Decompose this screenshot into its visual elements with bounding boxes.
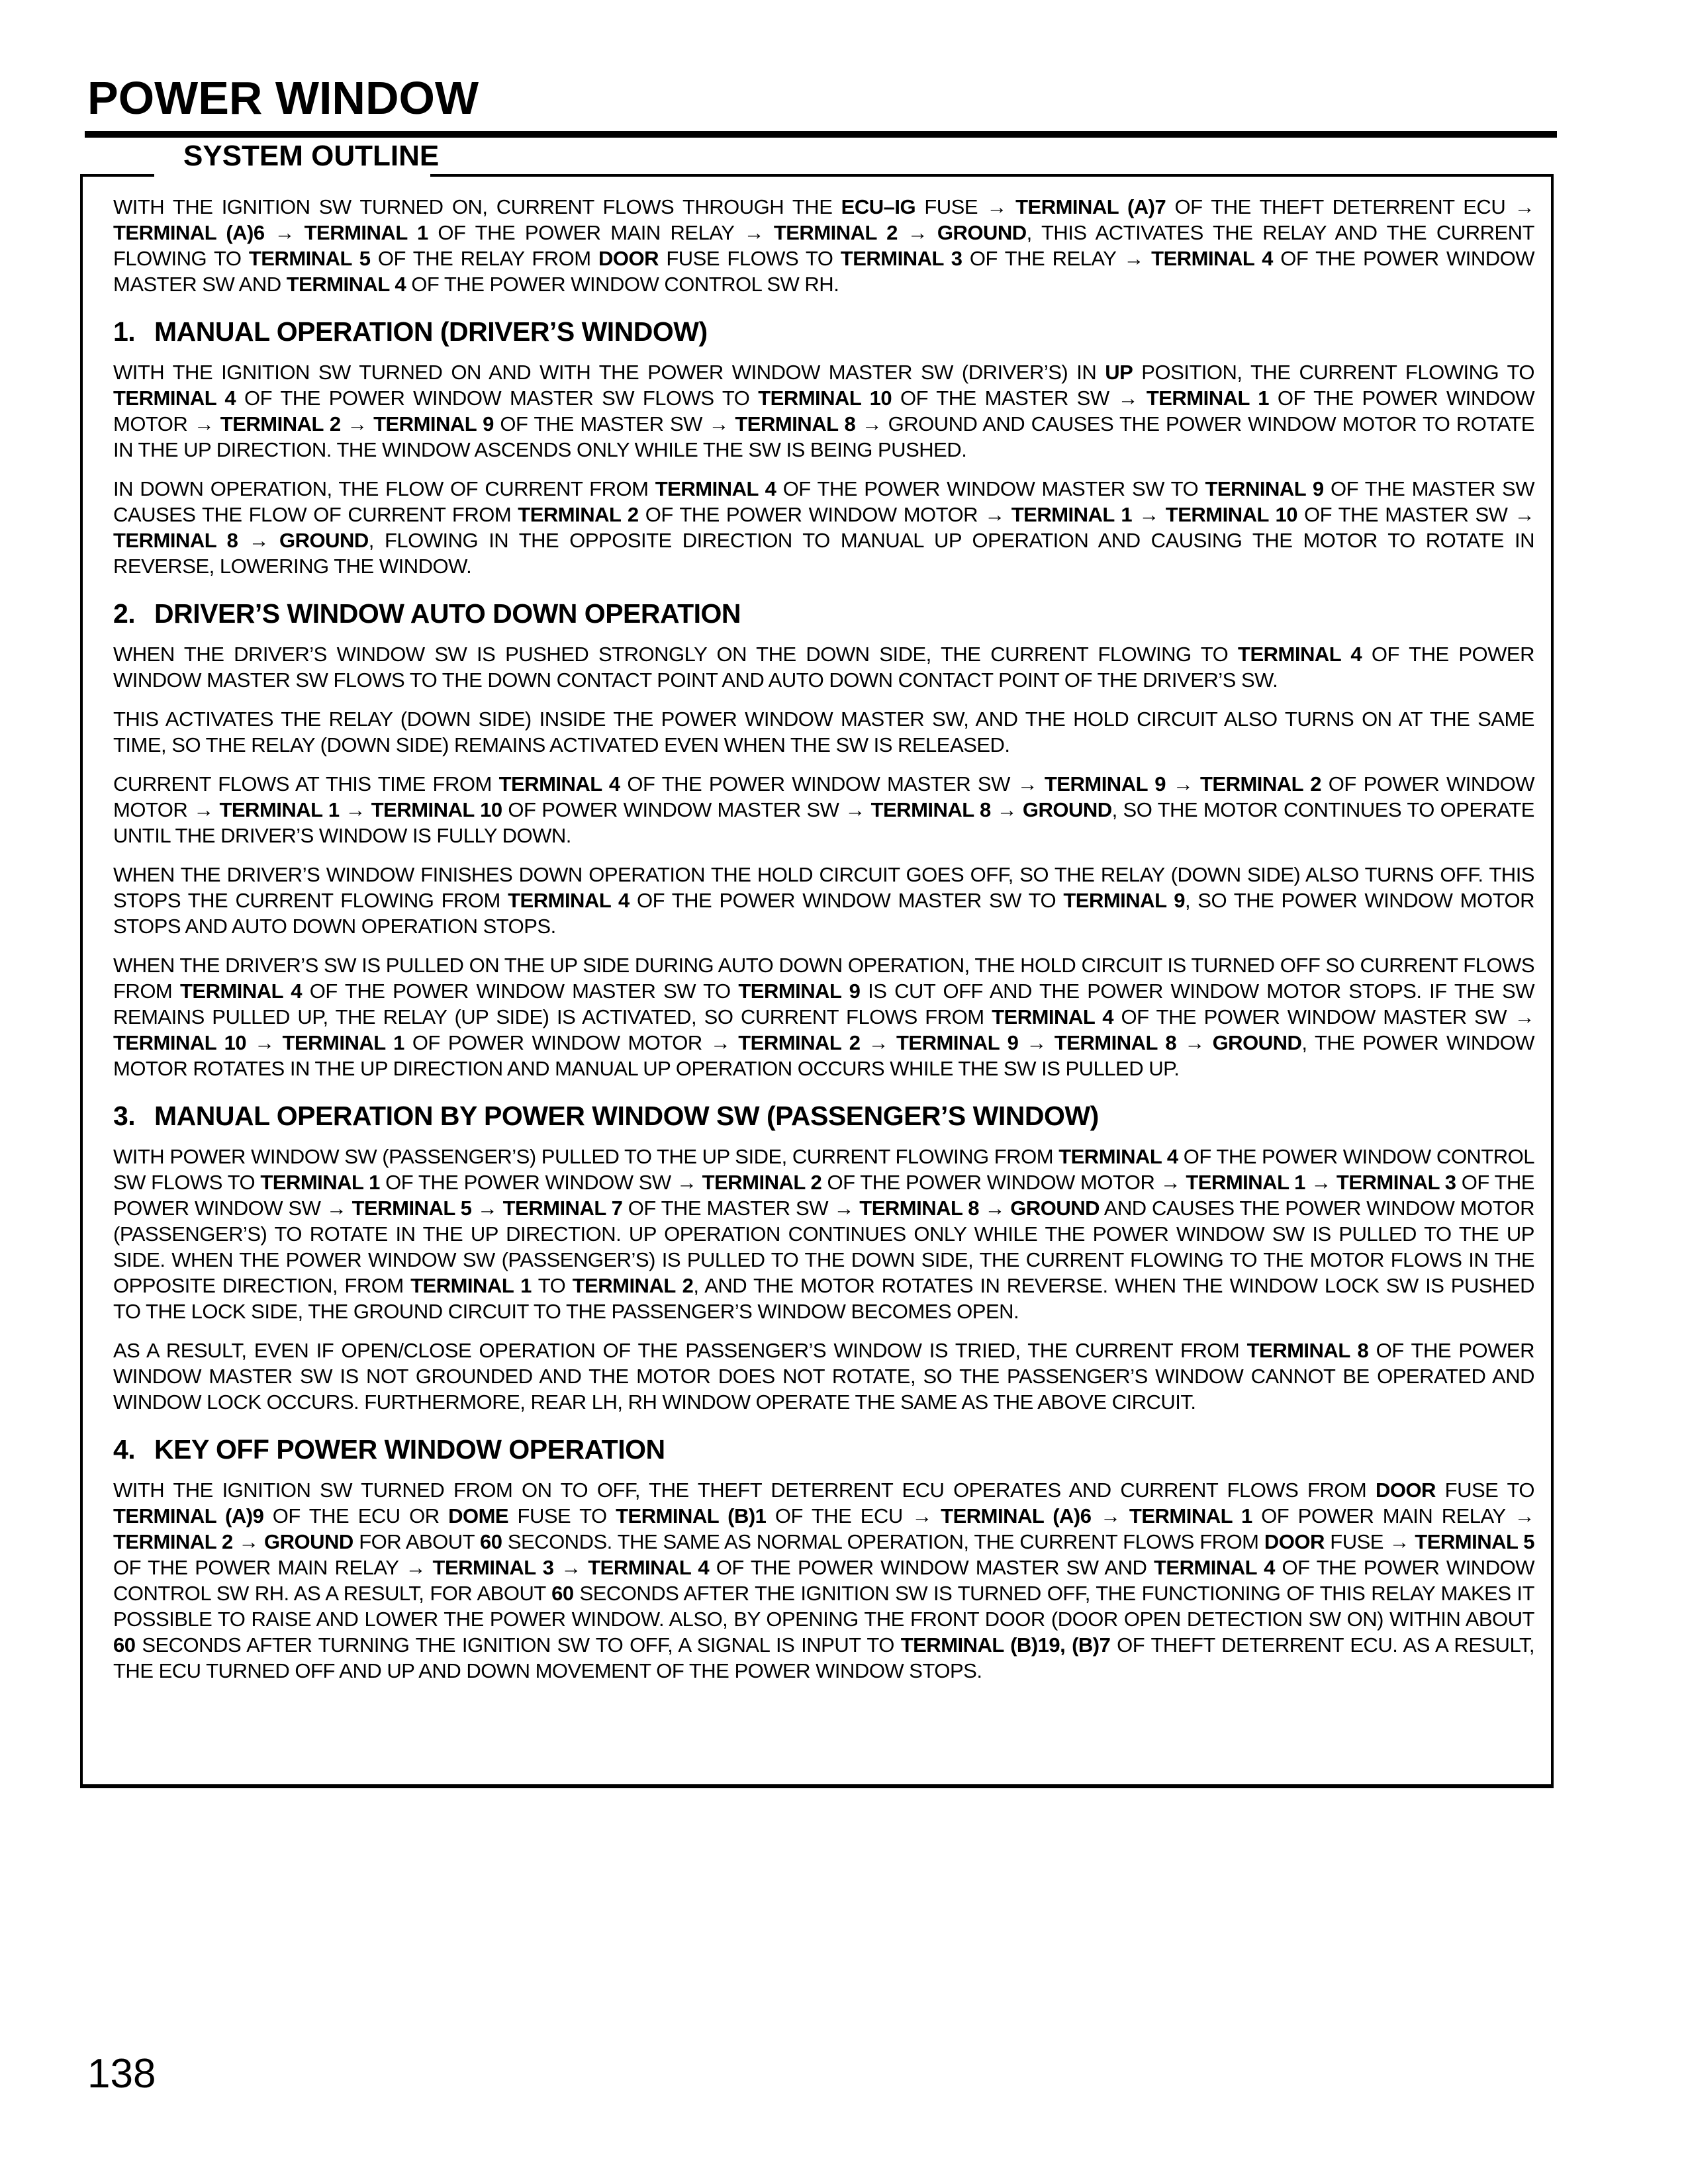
paragraph: WITH THE IGNITION SW TURNED ON AND WITH THE POWER WINDOW MASTER SW (DRIVER’S) IN UP POSITION, THE CURRENT FLOWING TO TERMINAL 4 OF THE POWER WINDOW MASTER SW FLOWS TO TERMINAL 10 OF THE MASTER SW → TERMINAL 1 OF THE POWER WINDOW MOTOR → TERMINAL 2 → TERMINAL 9 OF THE MASTER SW → TERMINAL 8 → GROUND AND CAUSES THE POWER WINDOW MOTOR TO ROTATE IN THE UP DIRECTION. THE WINDOW ASCENDS ONLY WHILE THE SW IS BEING PUSHED. [113, 361, 1535, 461]
system-outline-box [80, 140, 1554, 1788]
bold-term: TERMINAL 1 [1146, 387, 1269, 410]
bold-term: TERMINAL 4 [498, 772, 620, 796]
bold-term: TERMINAL 10 [758, 387, 892, 410]
section [113, 1433, 1534, 1684]
bold-term: TERMINAL 2 [113, 1530, 233, 1553]
bold-term: 60 [551, 1582, 574, 1605]
bold-term: ECU–IG [841, 195, 916, 218]
bold-term: TERMINAL 1 [410, 1274, 532, 1297]
bold-term: TERMINAL 2 [702, 1171, 822, 1194]
bold-term: TERMINAL 8 [1246, 1339, 1369, 1362]
bold-term: TERMINAL 8 [113, 529, 238, 552]
bold-term: TERMINAL 9 [896, 1031, 1019, 1054]
page-number: 138 [87, 2051, 156, 2097]
paragraph: WHEN THE DRIVER’S WINDOW FINISHES DOWN OPERATION THE HOLD CIRCUIT GOES OFF, SO THE RELAY (DOWN SIDE) ALSO TURNS OFF. THIS STOPS THE CURRENT FLOWING FROM TERMINAL 4 OF THE POWER WINDOW MASTER SW TO TERMINAL 9, SO THE POWER WINDOW MOTOR STOPS AND AUTO DOWN OPERATION STOPS. [113, 863, 1534, 938]
bold-term: TERMINAL 2 [220, 412, 341, 435]
outline-border-gap [154, 174, 430, 177]
bold-term: DOOR [1264, 1530, 1325, 1553]
bold-term: TERMINAL 4 [1151, 247, 1273, 270]
paragraph: WHEN THE DRIVER’S WINDOW SW IS PUSHED STRONGLY ON THE DOWN SIDE, THE CURRENT FLOWING TO TERMINAL 4 OF THE POWER WINDOW MASTER SW FLOWS TO THE DOWN CONTACT POINT AND AUTO DOWN CONTACT POINT OF THE DRIVER’S SW. [113, 643, 1534, 692]
section-heading [113, 316, 1534, 347]
bold-term: TERMINAL (A)6 [113, 221, 265, 244]
bold-term: TERMINAL 5 [248, 247, 371, 270]
section-number: 3. [113, 1101, 136, 1131]
section [113, 598, 1534, 1081]
section-number: 2. [113, 598, 136, 629]
paragraph: WITH POWER WINDOW SW (PASSENGER’S) PULLED TO THE UP SIDE, CURRENT FLOWING FROM TERMINAL 4 OF THE POWER WINDOW CONTROL SW FLOWS TO TERMINAL 1 OF THE POWER WINDOW SW → TERMINAL 2 OF THE POWER WINDOW MOTOR → TERMINAL 1 → TERMINAL 3 OF THE POWER WINDOW SW → TERMINAL 5 → TERMINAL 7 OF THE MASTER SW → TERMINAL 8 → GROUND AND CAUSES THE POWER WINDOW MOTOR (PASSENGER’S) TO ROTATE IN THE UP DIRECTION. UP OPERATION CONTINUES ONLY WHILE THE POWER WINDOW SW IS PULLED TO THE UP SIDE. WHEN THE POWER WINDOW SW (PASSENGER’S) IS PULLED TO THE DOWN SIDE, THE CURRENT FLOWING TO THE MOTOR FLOWS IN THE OPPOSITE DIRECTION, FROM TERMINAL 1 TO TERMINAL 2, AND THE MOTOR ROTATES IN REVERSE. WHEN THE WINDOW LOCK SW IS PUSHED TO THE LOCK SIDE, THE GROUND CIRCUIT TO THE PASSENGER’S WINDOW BECOMES OPEN. [113, 1145, 1534, 1323]
section-heading [113, 1100, 1534, 1132]
paragraph: CURRENT FLOWS AT THIS TIME FROM TERMINAL 4 OF THE POWER WINDOW MASTER SW → TERMINAL 9 → TERMINAL 2 OF POWER WINDOW MOTOR → TERMINAL 1 → TERMINAL 10 OF POWER WINDOW MASTER SW → TERMINAL 8 → GROUND, SO THE MOTOR CONTINUES TO OPERATE UNTIL THE DRIVER’S WINDOW IS FULLY DOWN. [113, 772, 1534, 847]
bold-term: TERMINAL 2 [572, 1274, 694, 1297]
bold-term: TERMINAL 4 [992, 1005, 1113, 1028]
bold-term: DOME [448, 1504, 509, 1527]
bold-term: GROUND [264, 1530, 353, 1553]
section [113, 1100, 1534, 1415]
bold-term: GROUND [1010, 1197, 1100, 1220]
bold-term: TERMINAL 9 [373, 412, 494, 435]
bold-term: TERMINAL 4 [588, 1556, 710, 1579]
bold-term: TERMINAL 8 [1054, 1031, 1177, 1054]
bold-term: TERMINAL 1 [219, 798, 340, 821]
bold-term: TERMINAL 8 [870, 798, 991, 821]
paragraph: IN DOWN OPERATION, THE FLOW OF CURRENT FROM TERMINAL 4 OF THE POWER WINDOW MASTER SW TO TERNINAL 9 OF THE MASTER SW CAUSES THE FLOW OF CURRENT FROM TERMINAL 2 OF THE POWER WINDOW MOTOR → TERMINAL 1 → TERMINAL 10 OF THE MASTER SW → TERMINAL 8 → GROUND, FLOWING IN THE OPPOSITE DIRECTION TO MANUAL UP OPERATION AND CAUSING THE MOTOR TO ROTATE IN REVERSE, LOWERING THE WINDOW. [113, 477, 1534, 578]
bold-term: GROUND [937, 221, 1027, 244]
bold-term: TERMINAL 2 [518, 503, 639, 526]
bold-term: TERMINAL 5 [1415, 1530, 1534, 1553]
bold-term: TERMINAL 2 [1199, 772, 1322, 796]
bold-term: TERMINAL 1 [1186, 1171, 1305, 1194]
bold-term: TERMINAL (A)7 [1015, 195, 1166, 218]
bold-term: TERMINAL 3 [840, 247, 962, 270]
bold-term: TERMINAL 3 [432, 1556, 554, 1579]
bold-term: TERMINAL 10 [371, 798, 502, 821]
section-title: MANUAL OPERATION BY POWER WINDOW SW (PASSENGER’S WINDOW) [154, 1101, 1099, 1131]
bold-term: TERMINAL 4 [179, 979, 303, 1003]
section-title: DRIVER’S WINDOW AUTO DOWN OPERATION [154, 598, 741, 629]
paragraph: WHEN THE DRIVER’S SW IS PULLED ON THE UP SIDE DURING AUTO DOWN OPERATION, THE HOLD CIRCUIT IS TURNED OFF SO CURRENT FLOWS FROM TERMINAL 4 OF THE POWER WINDOW MASTER SW TO TERMINAL 9 IS CUT OFF AND THE POWER WINDOW MOTOR STOPS. IF THE SW REMAINS PULLED UP, THE RELAY (UP SIDE) IS ACTIVATED, SO CURRENT FLOWS FROM TERMINAL 4 OF THE POWER WINDOW MASTER SW → TERMINAL 10 → TERMINAL 1 OF POWER WINDOW MOTOR → TERMINAL 2 → TERMINAL 9 → TERMINAL 8 → GROUND, THE POWER WINDOW MOTOR ROTATES IN THE UP DIRECTION AND MANUAL UP OPERATION OCCURS WHILE THE SW IS PULLED UP. [113, 954, 1534, 1080]
outline-content [83, 177, 1551, 1715]
bold-term: TERMINAL 1 [1011, 503, 1133, 526]
page-title: POWER WINDOW [87, 72, 479, 124]
bold-term: 60 [479, 1530, 502, 1553]
title-rule [85, 131, 1557, 138]
bold-term: TERMINAL 4 [1153, 1556, 1275, 1579]
bold-term: TERMINAL 9 [1063, 889, 1185, 912]
paragraph: AS A RESULT, EVEN IF OPEN/CLOSE OPERATION OF THE PASSENGER’S WINDOW IS TRIED, THE CURRENT FROM TERMINAL 8 OF THE POWER WINDOW MASTER SW IS NOT GROUNDED AND THE MOTOR DOES NOT ROTATE, SO THE PASSENGER’S WINDOW CANNOT BE OPERATED AND WINDOW LOCK OCCURS. FURTHERMORE, REAR LH, RH WINDOW OPERATE THE SAME AS THE ABOVE CIRCUIT. [113, 1339, 1534, 1414]
bold-term: TERMINAL 9 [738, 979, 861, 1003]
bold-term: DOOR [1375, 1479, 1436, 1502]
section-title: KEY OFF POWER WINDOW OPERATION [154, 1434, 665, 1465]
bold-term: TERMINAL (B)19, (B)7 [900, 1633, 1111, 1657]
bold-term: TERMINAL 1 [304, 221, 428, 244]
bold-term: TERMINAL 8 [859, 1197, 979, 1220]
bold-term: TERMINAL 4 [508, 889, 630, 912]
paragraph: THIS ACTIVATES THE RELAY (DOWN SIDE) INSIDE THE POWER WINDOW MASTER SW, AND THE HOLD CIRCUIT ALSO TURNS ON AT THE SAME TIME, SO THE RELAY (DOWN SIDE) REMAINS ACTIVATED EVEN WHEN THE SW IS RELEASED. [113, 707, 1534, 756]
bold-term: TERMINAL 4 [1058, 1145, 1178, 1168]
bold-term: TERMINAL (B)1 [616, 1504, 767, 1527]
intro-paragraph: WITH THE IGNITION SW TURNED ON, CURRENT FLOWS THROUGH THE ECU–IG FUSE → TERMINAL (A)7 OF THE THEFT DETERRENT ECU → TERMINAL (A)6 → TERMINAL 1 OF THE POWER MAIN RELAY → TERMINAL 2 → GROUND, THIS ACTIVATES THE RELAY AND THE CURRENT FLOWING TO TERMINAL 5 OF THE RELAY FROM DOOR FUSE FLOWS TO TERMINAL 3 OF THE RELAY → TERMINAL 4 OF THE POWER WINDOW MASTER SW AND TERMINAL 4 OF THE POWER WINDOW CONTROL SW RH. [113, 195, 1534, 296]
bold-term: TERMINAL (A)9 [113, 1504, 264, 1527]
system-outline-heading: SYSTEM OUTLINE [183, 140, 440, 172]
bold-term: TERNINAL 9 [1205, 477, 1324, 500]
bold-term: TERMINAL 9 [1044, 772, 1166, 796]
bold-term: TERMINAL 3 [1336, 1171, 1456, 1194]
bold-term: TERMINAL 10 [1165, 503, 1297, 526]
bold-term: TERMINAL 4 [655, 477, 776, 500]
bold-term: TERMINAL 5 [352, 1197, 472, 1220]
section-number: 1. [113, 316, 136, 347]
bold-term: TERMINAL 2 [738, 1031, 861, 1054]
sections-container [113, 316, 1534, 1684]
bold-term: GROUND [1022, 798, 1112, 821]
bold-term: GROUND [1212, 1031, 1302, 1054]
bold-term: TERMINAL 7 [502, 1197, 623, 1220]
paragraph: WITH THE IGNITION SW TURNED FROM ON TO OFF, THE THEFT DETERRENT ECU OPERATES AND CURRENT FLOWS FROM DOOR FUSE TO TERMINAL (A)9 OF THE ECU OR DOME FUSE TO TERMINAL (B)1 OF THE ECU → TERMINAL (A)6 → TERMINAL 1 OF POWER MAIN RELAY → TERMINAL 2 → GROUND FOR ABOUT 60 SECONDS. THE SAME AS NORMAL OPERATION, THE CURRENT FLOWS FROM DOOR FUSE → TERMINAL 5 OF THE POWER MAIN RELAY → TERMINAL 3 → TERMINAL 4 OF THE POWER WINDOW MASTER SW AND TERMINAL 4 OF THE POWER WINDOW CONTROL SW RH. AS A RESULT, FOR ABOUT 60 SECONDS AFTER THE IGNITION SW IS TURNED OFF, THE FUNCTIONING OF THIS RELAY MAKES IT POSSIBLE TO RAISE AND LOWER THE POWER WINDOW. ALSO, BY OPENING THE FRONT DOOR (DOOR OPEN DETECTION SW ON) WITHIN ABOUT 60 SECONDS AFTER TURNING THE IGNITION SW TO OFF, A SIGNAL IS INPUT TO TERMINAL (B)19, (B)7 OF THEFT DETERRENT ECU. AS A RESULT, THE ECU TURNED OFF AND UP AND DOWN MOVEMENT OF THE POWER WINDOW STOPS. [113, 1479, 1534, 1682]
bold-term: TERMINAL 10 [113, 1031, 247, 1054]
section-title: MANUAL OPERATION (DRIVER’S WINDOW) [154, 316, 708, 347]
section [113, 316, 1534, 579]
section-heading [113, 1433, 1534, 1465]
bold-term: TERMINAL 4 [1238, 643, 1362, 666]
bold-term: TERMINAL 1 [1129, 1504, 1252, 1527]
bold-term: TERMINAL 8 [735, 412, 856, 435]
bold-term: GROUND [279, 529, 369, 552]
bold-term: TERMINAL 2 [773, 221, 898, 244]
section-number: 4. [113, 1434, 136, 1465]
bold-term: 60 [113, 1633, 136, 1657]
bold-term: TERMINAL 1 [260, 1171, 380, 1194]
bold-term: TERMINAL 1 [282, 1031, 404, 1054]
bold-term: UP [1105, 361, 1133, 384]
bold-term: TERMINAL 4 [286, 273, 406, 296]
section-heading [113, 598, 1534, 629]
bold-term: DOOR [598, 247, 659, 270]
bold-term: TERMINAL 4 [113, 387, 236, 410]
bold-term: TERMINAL (A)6 [941, 1504, 1092, 1527]
